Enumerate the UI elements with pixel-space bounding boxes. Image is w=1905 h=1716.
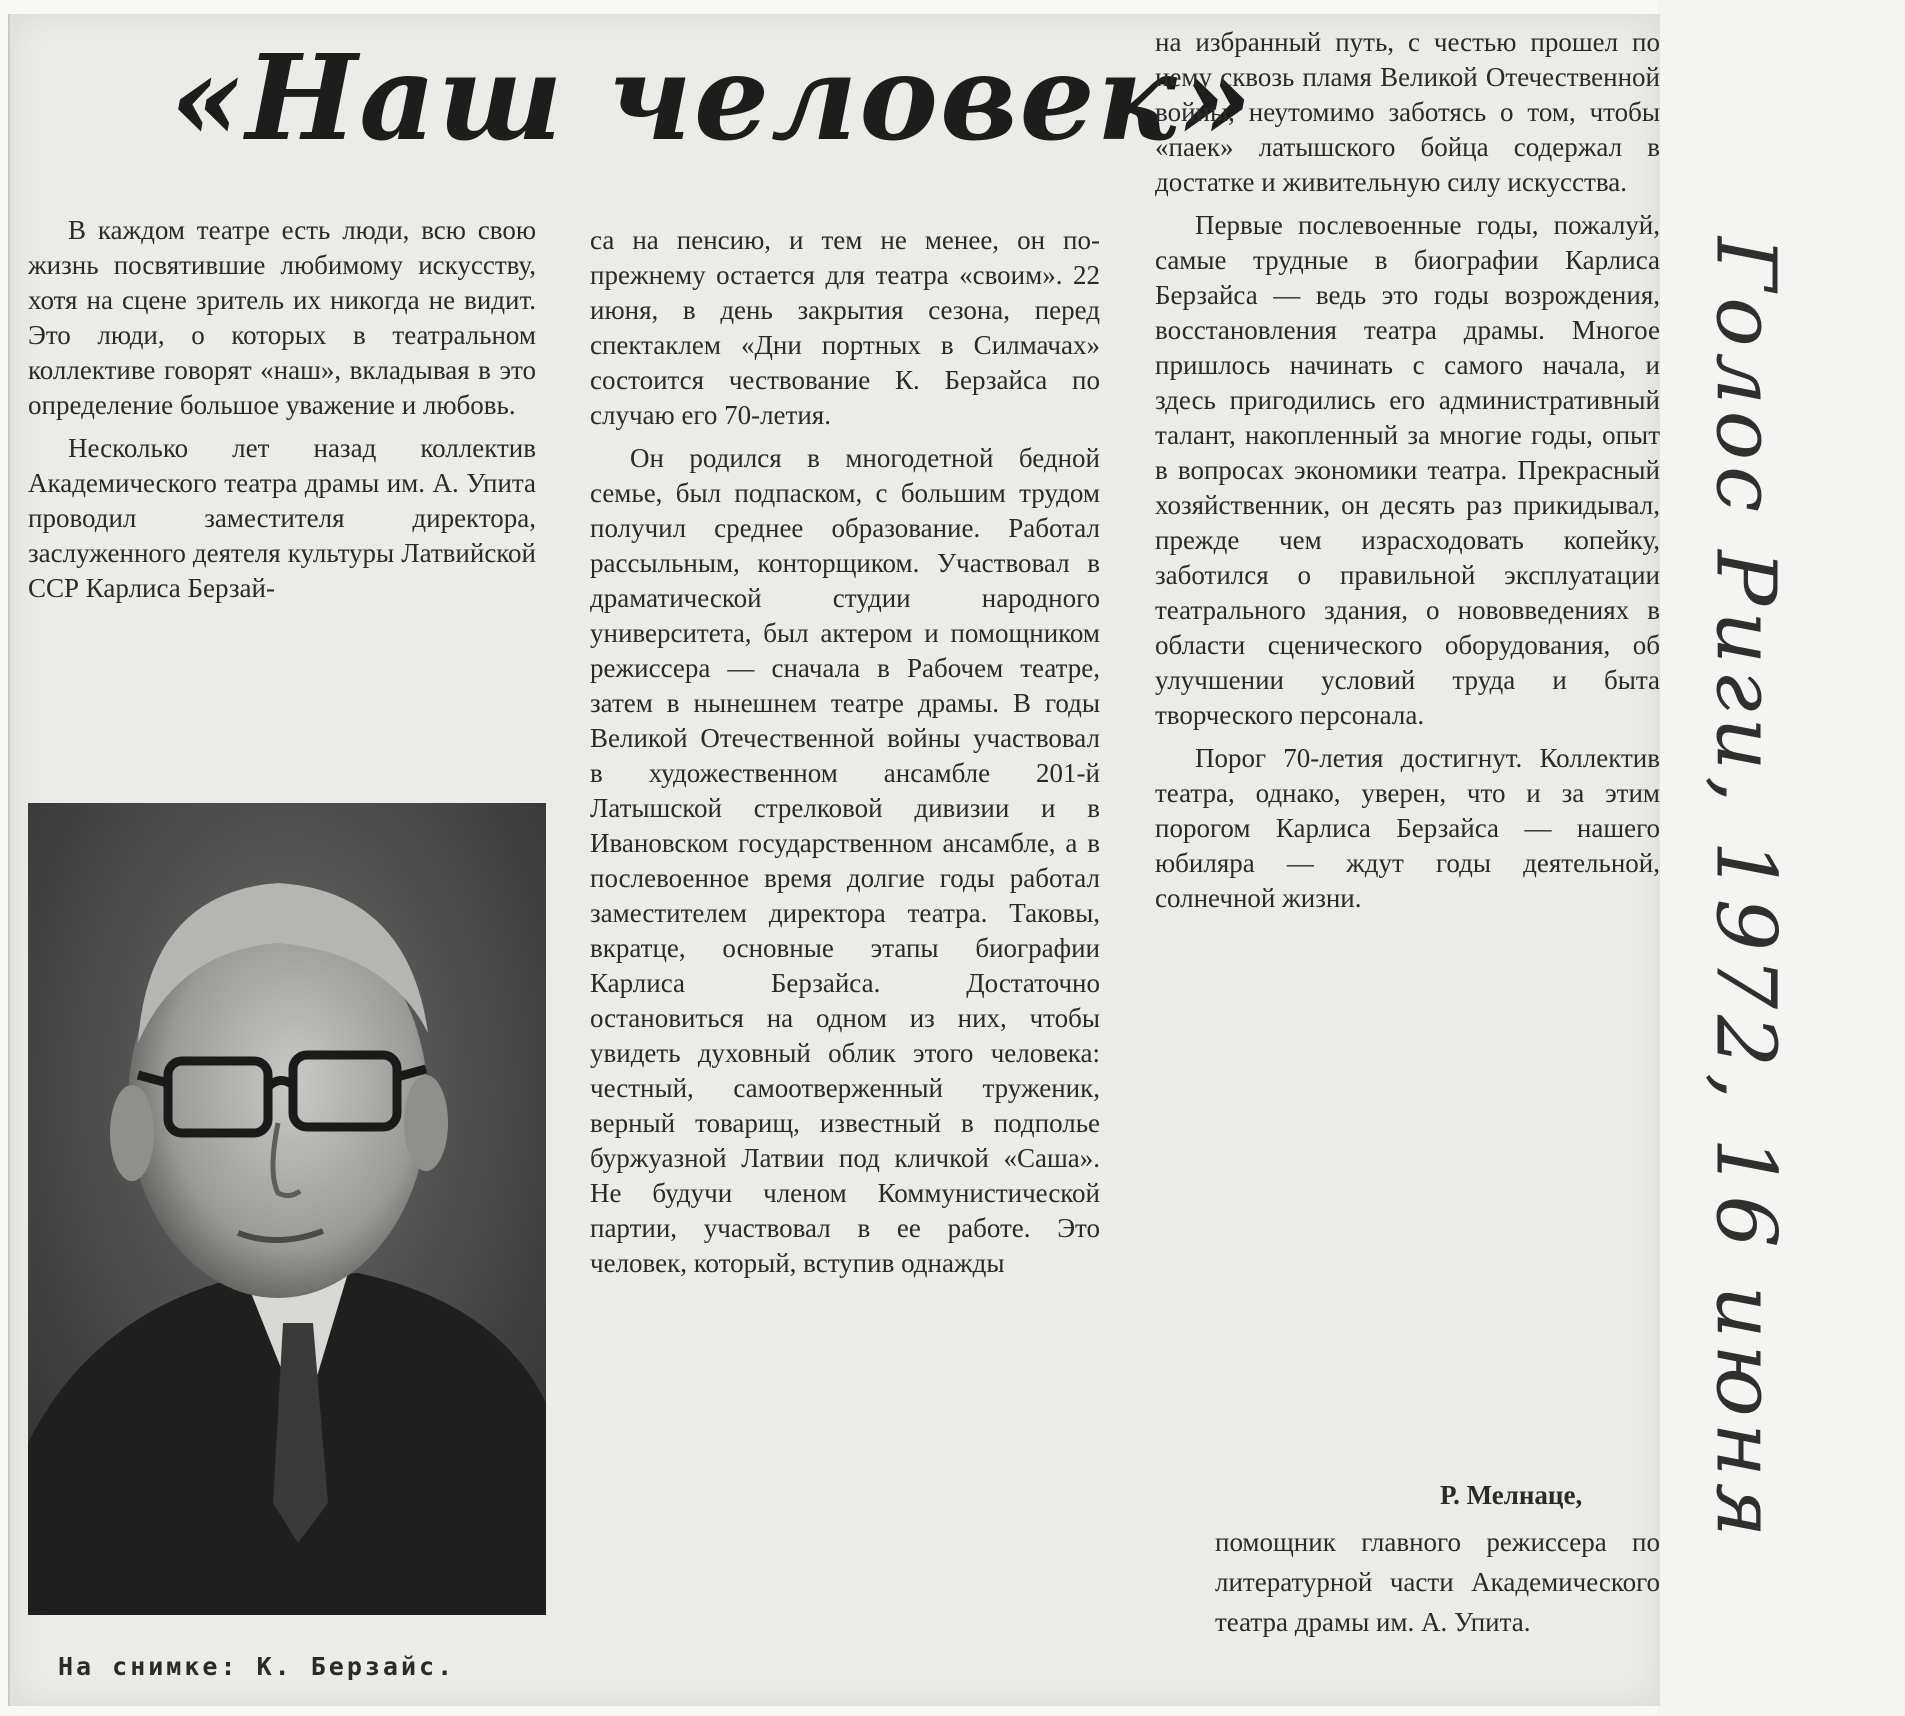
- paragraph: Первые послевоенные годы, пожалуй, самые трудные в биографии Карлиса Берзайса — ведь это годы возрождения, восстановления театра драмы. Многое пришлось начинать с самого начала, и здесь пригодились его административный талант, накопленный за многие годы, опыт в вопросах экономики театра. Прекрасный хозяйственник, он десять раз прикидывал, прежде чем израсходовать копейку, заботился о правильной эксплуатации театрального здания, о нововведениях в области сценического оборудования, об улучшении условий труда и быта творческого персонала.: [1155, 210, 1660, 730]
- author-name: Р. Мелнаце,: [1440, 1480, 1583, 1510]
- handwritten-source-note: [1680, 236, 1810, 1544]
- author-role: помощник главного режиссера по литературной части Академического театра драмы им. А. Упита.: [1215, 1527, 1660, 1637]
- paragraph: Несколько лет назад коллектив Академического театра драмы им. А. Упита проводил заместителя директора, заслуженного деятеля культуры Латвийской ССР Карлиса Берзай-: [28, 433, 536, 603]
- paragraph: В каждом театре есть люди, всю свою жизнь посвятившие любимому искусству, хотя на сцене зритель их никогда не видит. Это люди, о которых в театральном коллективе говорят «наш», вкладывая в это определение большое уважение и любовь.: [28, 215, 536, 420]
- paragraph: Он родился в многодетной бедной семье, был подпаском, с большим трудом получил среднее образование. Работал рассыльным, конторщиком. Участвовал в драматической студии народного университета, был актером и помощником режиссера — сначала в Рабочем театре, затем в нынешнем театре драмы. В годы Великой Отечественной войны участвовал в художественном ансамбле 201-й Латышской стрелковой дивизии и в Ивановском государственном ансамбле, а в послевоенное время долгие годы работал заместителем директора театра. Таковы, вкратце, основные этапы биографии Карлиса Берзайса. Достаточно остановиться на одном из них, чтобы увидеть духовный облик этого человека: честный, самоотверженный труженик, верный товарищ, известный в подполье буржуазной Латвии под кличкой «Саша». Не будучи членом Коммунистической партии, участвовал в ее работе. Это человек, который, вступив однажды: [590, 443, 1100, 1278]
- paragraph: на избранный путь, с честью прошел по нему сквозь пламя Великой Отечественной войны, неутомимо заботясь о том, чтобы «паек» латышского бойца содержал в достатке и живительную силу искусства.: [1155, 27, 1660, 197]
- photo-caption: На снимке: К. Берзайс.: [58, 1652, 456, 1681]
- article-column-2: [590, 223, 1100, 1281]
- article-headline: «Наш человек»: [170, 28, 1255, 167]
- article-column-3: [1155, 25, 1660, 916]
- paragraph: Порог 70-летия достигнут. Коллектив театра, однако, уверен, что и за этим порогом Карлиса Берзайса — нашего юбиляра — ждут годы деятельной, солнечной жизни.: [1155, 743, 1660, 913]
- portrait-photo: [28, 803, 546, 1615]
- paragraph: са на пенсию, и тем не менее, он по-прежнему остается для театра «своим». 22 июня, в день закрытия сезона, перед спектаклем «Дни портных в Силмачах» состоится чествование К. Берзайса по случаю его 70-летия.: [590, 225, 1100, 430]
- handwritten-text: Голос Риги, 1972, 16 июня: [1697, 236, 1793, 1544]
- article-column-1: [28, 213, 536, 606]
